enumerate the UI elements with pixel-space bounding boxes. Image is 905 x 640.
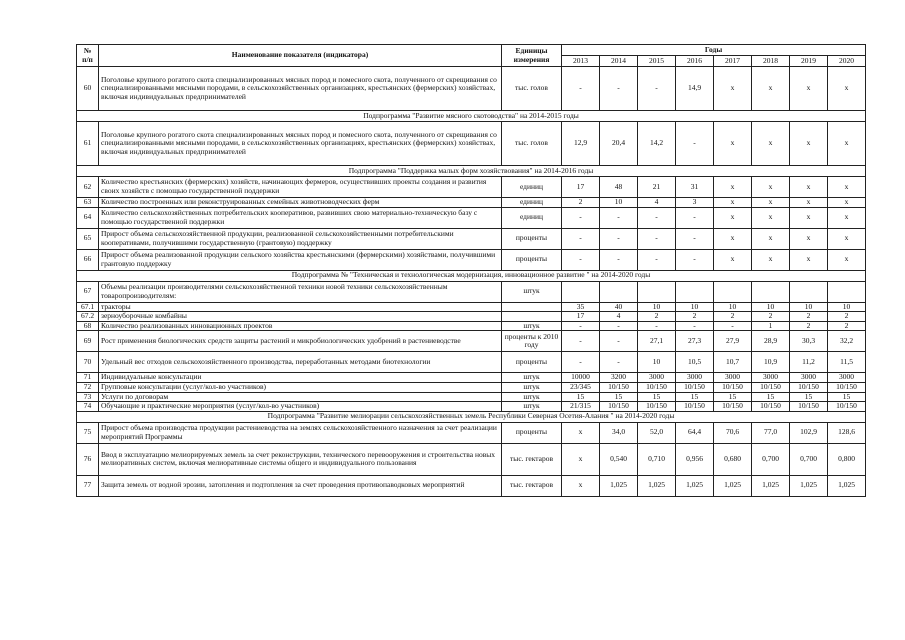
header-year: 2020 [828,56,866,67]
year-value: 32,2 [828,331,866,352]
year-value: 23/345 [562,382,600,392]
year-value: 3200 [600,373,638,383]
row-number: 75 [77,422,99,443]
year-value: - [638,321,676,331]
subprogram-title: Подпрограмма "Поддержка малых форм хозяйствования" на 2014-2016 годы [77,166,866,177]
year-value: 17 [562,177,600,198]
indicator-table-page [76,44,865,497]
year-value: 10/150 [676,402,714,412]
unit-cell [502,302,562,312]
year-value: 2 [638,312,676,322]
year-value: - [676,249,714,270]
year-value: 11,2 [790,352,828,373]
year-value: 52,0 [638,422,676,443]
year-value: x [828,228,866,249]
indicator-name: Услуги по договорам [99,392,502,402]
table-row [77,207,866,228]
year-value: 10/150 [638,402,676,412]
table-row [77,302,866,312]
year-value: 10 [790,302,828,312]
row-number: 74 [77,402,99,412]
unit-cell: тыс. гектаров [502,443,562,475]
unit-cell: проценты [502,249,562,270]
indicator-table [76,44,866,497]
table-row [77,122,866,166]
indicator-name: Количество построенных или реконструированных семейных животноводческих ферм [99,198,502,208]
indicator-name: Защита земель от водной эрозии, затопления и подтопления за счет проведения противопаводковых мероприятий [99,475,502,496]
subprogram-row [77,411,866,422]
year-value: 10/150 [600,402,638,412]
year-value: 0,956 [676,443,714,475]
row-number: 68 [77,321,99,331]
unit-cell: штук [502,392,562,402]
year-value: 2 [676,312,714,322]
year-value: 0,710 [638,443,676,475]
year-value: 10,5 [676,352,714,373]
year-value: 10/150 [752,382,790,392]
year-value: 14,9 [676,67,714,111]
year-value: 0,700 [790,443,828,475]
year-value: 10/150 [790,382,828,392]
table-row [77,67,866,111]
year-value: 21/315 [562,402,600,412]
year-value: 3000 [714,373,752,383]
table-row [77,321,866,331]
year-value: 1,025 [828,475,866,496]
year-value: x [828,198,866,208]
year-value: 10 [638,302,676,312]
year-value: 3000 [676,373,714,383]
year-value: - [638,207,676,228]
indicator-name: Количество сельскохозяйственных потребительских кооперативов, развивших свою материально-техническую базу с помощью государственной поддержки [99,207,502,228]
year-value: 10/150 [828,402,866,412]
year-value: - [676,228,714,249]
unit-cell: проценты [502,228,562,249]
row-number: 76 [77,443,99,475]
row-number: 70 [77,352,99,373]
year-value: x [562,422,600,443]
indicator-name: Удельный вес отходов сельскохозяйственного производства, переработанных методами биотехнологии [99,352,502,373]
table-row [77,312,866,322]
year-value: - [600,249,638,270]
row-number: 64 [77,207,99,228]
row-number: 66 [77,249,99,270]
subprogram-row [77,111,866,122]
unit-cell [502,312,562,322]
header-year: 2013 [562,56,600,67]
unit-cell: штук [502,373,562,383]
year-value: x [752,67,790,111]
year-value: 1,025 [676,475,714,496]
subprogram-title: Подпрограмма № "Техническая и технологическая модернизация, инновационное развитие " на 2014-2020 годы [77,270,866,281]
year-value: x [752,207,790,228]
year-value: - [638,249,676,270]
year-value: 31 [676,177,714,198]
row-number: 77 [77,475,99,496]
table-row [77,177,866,198]
row-number: 67.2 [77,312,99,322]
year-value: 10 [828,302,866,312]
unit-cell: тыс. гектаров [502,475,562,496]
year-value: x [790,177,828,198]
year-value: 2 [828,321,866,331]
year-value: 15 [828,392,866,402]
table-row [77,422,866,443]
unit-cell: проценты [502,352,562,373]
year-value: 10/150 [638,382,676,392]
year-value: - [562,207,600,228]
indicator-name: Количество крестьянских (фермерских) хозяйств, начинающих фермеров, осуществивших проекты создания и развития своих хозяйств с помощью государственной поддержки [99,177,502,198]
year-value: - [638,228,676,249]
year-value: 27,1 [638,331,676,352]
year-value: 1 [752,321,790,331]
year-value: x [790,67,828,111]
year-value: x [790,249,828,270]
header-year: 2016 [676,56,714,67]
year-value: 48 [600,177,638,198]
table-row [77,281,866,302]
indicator-name: Обучающие и практические мероприятия (услуг/кол-во участников) [99,402,502,412]
year-value: x [714,249,752,270]
indicator-name: Поголовье крупного рогатого скота специализированных мясных пород и помесного скота, полученного от скрещивания со специализированными мясными породами, в сельскохозяйственных организациях, крестьянских (фермерских) хозяйствах, включая индивидуальных предпринимателей [99,122,502,166]
unit-cell: проценты к 2010 году [502,331,562,352]
row-number: 73 [77,392,99,402]
table-row [77,443,866,475]
unit-cell: штук [502,382,562,392]
year-value: x [714,198,752,208]
row-number: 67.1 [77,302,99,312]
indicator-name: Количество реализованных инновационных проектов [99,321,502,331]
year-value: 2 [714,312,752,322]
unit-cell: штук [502,402,562,412]
indicator-name: Прирост объема сельскохозяйственной продукции, реализованной сельскохозяйственными потребительскими кооперативами, получившими государственную (грантовую) поддержку [99,228,502,249]
year-value: 0,540 [600,443,638,475]
year-value: 11,5 [828,352,866,373]
year-value: 1,025 [638,475,676,496]
year-value: - [562,352,600,373]
header-unit: Единицы измерения [502,45,562,67]
year-value: 10/150 [600,382,638,392]
year-value: 1,025 [714,475,752,496]
year-value: - [562,228,600,249]
subprogram-title: Подпрограмма "Развитие мелиорации сельскохозяйственных земель Республики Северная Осетия-Алания " на 2014-2020 годы [77,411,866,422]
unit-cell: штук [502,321,562,331]
subprogram-title: Подпрограмма "Развитие мясного скотоводства" на 2014-2015 годы [77,111,866,122]
row-number: 65 [77,228,99,249]
year-value: x [714,67,752,111]
table-row [77,228,866,249]
header-name: Наименование показателя (индикатора) [99,45,502,67]
year-value: 15 [714,392,752,402]
year-value: 27,9 [714,331,752,352]
year-value: x [752,249,790,270]
table-row [77,392,866,402]
year-value: 1,025 [600,475,638,496]
year-value [562,281,600,302]
year-value: 3 [676,198,714,208]
year-value: 3000 [752,373,790,383]
year-value: 0,700 [752,443,790,475]
year-value [714,281,752,302]
year-value: 15 [638,392,676,402]
header-year: 2017 [714,56,752,67]
year-value: - [600,67,638,111]
table-row [77,249,866,270]
indicator-name: Поголовье крупного рогатого скота специализированных мясных пород и помесного скота, полученного от скрещивания со специализированными мясными породами, в сельскохозяйственных организациях, крестьянских (фермерских) хозяйствах, включая индивидуальных предпринимателей [99,67,502,111]
table-row [77,475,866,496]
row-number: 72 [77,382,99,392]
year-value [790,281,828,302]
year-value: 10 [676,302,714,312]
year-value: 20,4 [600,122,638,166]
year-value: 2 [752,312,790,322]
row-number: 62 [77,177,99,198]
year-value: x [562,475,600,496]
year-value: - [600,228,638,249]
year-value: - [638,67,676,111]
year-value: 14,2 [638,122,676,166]
year-value: x [752,122,790,166]
year-value: - [600,352,638,373]
year-value: 10/150 [828,382,866,392]
year-value: 15 [752,392,790,402]
row-number: 71 [77,373,99,383]
year-value: 27,3 [676,331,714,352]
indicator-name: Прирост объема реализованной продукции сельского хозяйства крестьянскими (фермерскими) хозяйствами, получившими грантовую поддержку [99,249,502,270]
year-value: 10000 [562,373,600,383]
year-value: - [676,207,714,228]
year-value: 12,9 [562,122,600,166]
year-value: 2 [790,312,828,322]
indicator-name: зерноуборочные комбайны [99,312,502,322]
year-value: x [714,177,752,198]
year-value: 10,7 [714,352,752,373]
header-year: 2018 [752,56,790,67]
indicator-name: Индивидуальные консультации [99,373,502,383]
indicator-name: Прирост объема производства продукции растениеводства на землях сельскохозяйственного назначения за счет реализации мероприятий Программы [99,422,502,443]
table-row [77,382,866,392]
year-value: x [752,177,790,198]
year-value: 2 [790,321,828,331]
year-value: 10/150 [714,382,752,392]
year-value: 35 [562,302,600,312]
year-value: x [790,207,828,228]
indicator-name: Объемы реализации производителями сельскохозяйственной техники новой техники сельскохозяйственным товаропроизводителям: [99,281,502,302]
year-value: x [828,177,866,198]
year-value: 10/150 [676,382,714,392]
year-value: 0,680 [714,443,752,475]
year-value: 10/150 [714,402,752,412]
year-value: x [790,228,828,249]
year-value: 128,6 [828,422,866,443]
year-value: x [828,207,866,228]
year-value [638,281,676,302]
subprogram-row [77,166,866,177]
year-value: - [600,321,638,331]
year-value: 4 [600,312,638,322]
year-value: x [790,198,828,208]
year-value: x [714,122,752,166]
table-row [77,352,866,373]
row-number: 63 [77,198,99,208]
year-value: x [714,228,752,249]
year-value: x [828,122,866,166]
year-value [828,281,866,302]
unit-cell: проценты [502,422,562,443]
year-value: - [562,321,600,331]
unit-cell: единиц [502,177,562,198]
year-value [600,281,638,302]
header-year: 2014 [600,56,638,67]
year-value: x [752,228,790,249]
year-value: 10,9 [752,352,790,373]
year-value: 4 [638,198,676,208]
header-year: 2015 [638,56,676,67]
year-value: - [600,207,638,228]
year-value: 2 [562,198,600,208]
year-value [752,281,790,302]
year-value: x [562,443,600,475]
row-number: 67 [77,281,99,302]
year-value: x [828,67,866,111]
year-value: 70,6 [714,422,752,443]
year-value: 3000 [828,373,866,383]
year-value: 77,0 [752,422,790,443]
year-value: 1,025 [752,475,790,496]
year-value: 0,800 [828,443,866,475]
year-value: 64,4 [676,422,714,443]
table-row [77,198,866,208]
row-number: 60 [77,67,99,111]
year-value: 102,9 [790,422,828,443]
table-row [77,331,866,352]
unit-cell: штук [502,281,562,302]
unit-cell: тыс. голов [502,122,562,166]
unit-cell: тыс. голов [502,67,562,111]
year-value: x [752,198,790,208]
row-number: 61 [77,122,99,166]
table-row [77,402,866,412]
year-value: x [828,249,866,270]
subprogram-row [77,270,866,281]
row-number: 69 [77,331,99,352]
year-value: 10/150 [752,402,790,412]
year-value: 17 [562,312,600,322]
year-value: 21 [638,177,676,198]
year-value: - [676,321,714,331]
year-value: 1,025 [790,475,828,496]
indicator-name: Групповые консультации (услуг/кол-во участников) [99,382,502,392]
header-years-title: Годы [562,45,866,56]
year-value: - [562,331,600,352]
year-value: 2 [828,312,866,322]
year-value: 10 [638,352,676,373]
year-value: 30,3 [790,331,828,352]
table-row [77,373,866,383]
year-value: 10 [752,302,790,312]
year-value: 15 [562,392,600,402]
year-value: 15 [600,392,638,402]
indicator-name: Рост применения биологических средств защиты растений и микробиологических удобрений в растениеводстве [99,331,502,352]
year-value: 34,0 [600,422,638,443]
header-year: 2019 [790,56,828,67]
year-value: 10 [600,198,638,208]
year-value: x [790,122,828,166]
year-value: 3000 [790,373,828,383]
year-value: 15 [676,392,714,402]
year-value [676,281,714,302]
year-value: 15 [790,392,828,402]
year-value: - [562,249,600,270]
year-value: - [676,122,714,166]
year-value: 28,9 [752,331,790,352]
year-value: - [714,321,752,331]
unit-cell: единиц [502,198,562,208]
unit-cell: единиц [502,207,562,228]
header-num: № п/п [77,45,99,67]
indicator-name: Ввод в эксплуатацию мелиорируемых земель за счет реконструкции, технического перевооружения и строительства новых мелиоративных систем, включая мелиоративные системы общего и индивидуального пользования [99,443,502,475]
indicator-name: тракторы [99,302,502,312]
year-value: x [714,207,752,228]
year-value: 10/150 [790,402,828,412]
year-value: 40 [600,302,638,312]
year-value: 3000 [638,373,676,383]
year-value: - [562,67,600,111]
year-value: 10 [714,302,752,312]
year-value: - [600,331,638,352]
